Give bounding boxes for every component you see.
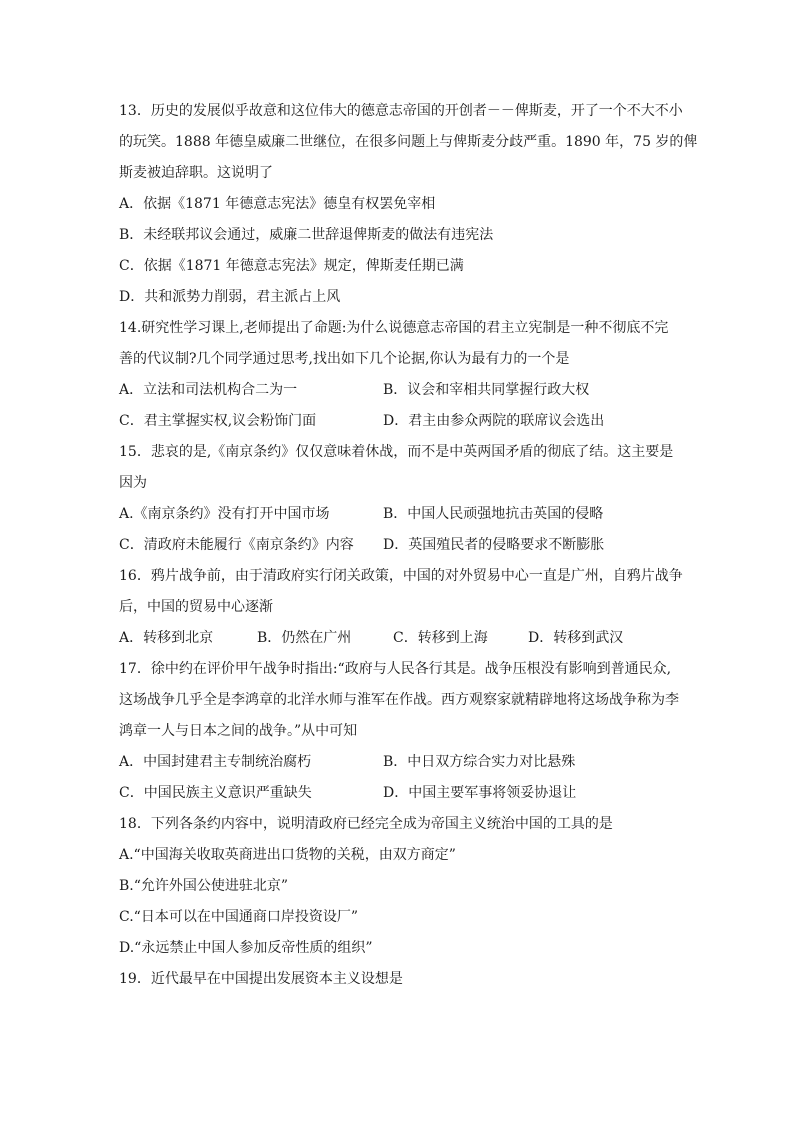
option-b: B．议会和宰相共同掌握行政大权: [383, 382, 590, 398]
options-row: [119, 778, 679, 809]
option-b: B．中日双方综合实力对比悬殊: [383, 754, 576, 770]
question-16: [119, 561, 683, 654]
option-c: C．依据《1871 年德意志宪法》规定，俾斯麦任期已满: [119, 258, 464, 274]
question-text-line: 18．下列各条约内容中，说明清政府已经完全成为帝国主义统治中国的工具的是: [119, 816, 613, 832]
option-d: D．英国殖民者的侵略要求不断膨胀: [383, 537, 605, 553]
question-14: [119, 313, 679, 437]
question-text-line: 13．历史的发展似乎故意和这位伟大的德意志帝国的开创者－－俾斯麦，开了一个不大不小: [119, 103, 683, 119]
option-d: D．君主由参众两院的联席议会选出: [383, 413, 605, 429]
option-c: C．君主掌握实权,议会粉饰门面: [119, 413, 317, 429]
options-row: [119, 406, 679, 437]
option-a: A.“中国海关收取英商进出口货物的关税，由双方商定”: [119, 847, 456, 863]
option-b: B．仍然在广州: [257, 630, 352, 646]
question-text-line: 鸿章一人与日本之间的战争。”从中可知: [119, 723, 358, 739]
option-b: B．中国人民顽强地抗击英国的侵略: [383, 506, 604, 522]
question-text-line: 19．近代最早在中国提出发展资本主义设想是: [119, 971, 403, 987]
options-row: [119, 499, 679, 530]
option-d: D．转移到武汉: [528, 630, 624, 646]
option-a: A．转移到北京: [119, 630, 214, 646]
options-row: [119, 530, 679, 561]
option-c: C．转移到上海: [393, 630, 488, 646]
option-d: D.“永远禁止中国人参加反帝性质的组织”: [119, 940, 373, 956]
question-15: [119, 437, 679, 561]
options-row: [119, 623, 679, 654]
question-13: [119, 96, 698, 313]
question-text-line: 17．徐中约在评价甲午战争时指出:“政府与人民各行其是。战争压根没有影响到普通民众,: [119, 661, 672, 677]
question-text-line: 这场战争几乎全是李鸿章的北洋水师与淮军在作战。西方观察家就精辟地将这场战争称为李: [119, 692, 679, 708]
option-d: D．中国主要军事将领妥协退让: [383, 785, 577, 801]
question-text-line: 后，中国的贸易中心逐渐: [119, 599, 273, 615]
option-c: C．清政府未能履行《南京条约》内容: [119, 537, 354, 553]
option-c: C．中国民族主义意识严重缺失: [119, 785, 312, 801]
question-text-line: 善的代议制?几个同学通过思考,找出如下几个论据,你认为最有力的一个是: [119, 351, 570, 367]
option-a: A．立法和司法机构合二为一: [119, 382, 298, 398]
option-b: B.“允许外国公使进驻北京”: [119, 878, 289, 894]
option-a: A．中国封建君主专制统治腐朽: [119, 754, 312, 770]
question-17: [119, 654, 679, 809]
options-row: [119, 375, 679, 406]
question-text-line: 14.研究性学习课上,老师提出了命题:为什么说德意志帝国的君主立宪制是一种不彻底不完: [119, 320, 669, 336]
option-a: A.《南京条约》没有打开中国市场: [119, 506, 330, 522]
question-text-line: 15．悲哀的是,《南京条约》仅仅意味着休战，而不是中英两国矛盾的彻底了结。这主要是: [119, 444, 674, 460]
question-text-line: 因为: [119, 475, 147, 491]
question-text-line: 斯麦被迫辞职。这说明了: [119, 165, 273, 181]
option-d: D．共和派势力削弱，君主派占上风: [119, 289, 341, 305]
question-18: [119, 809, 679, 964]
option-b: B．未经联邦议会通过，威廉二世辞退俾斯麦的做法有违宪法: [119, 227, 494, 243]
question-text-line: 16．鸦片战争前，由于清政府实行闭关政策，中国的对外贸易中心一直是广州，自鸦片战争: [119, 568, 683, 584]
question-19: [119, 964, 679, 995]
options-row: [119, 747, 679, 778]
exam-page: [119, 96, 698, 995]
option-c: C.“日本可以在中国通商口岸投资设厂”: [119, 909, 358, 925]
question-text-line: 的玩笑。1888 年德皇威廉二世继位，在很多问题上与俾斯麦分歧严重。1890 年，75 岁的俾: [119, 134, 698, 150]
option-a: A．依据《1871 年德意志宪法》德皇有权罢免宰相: [119, 196, 436, 212]
